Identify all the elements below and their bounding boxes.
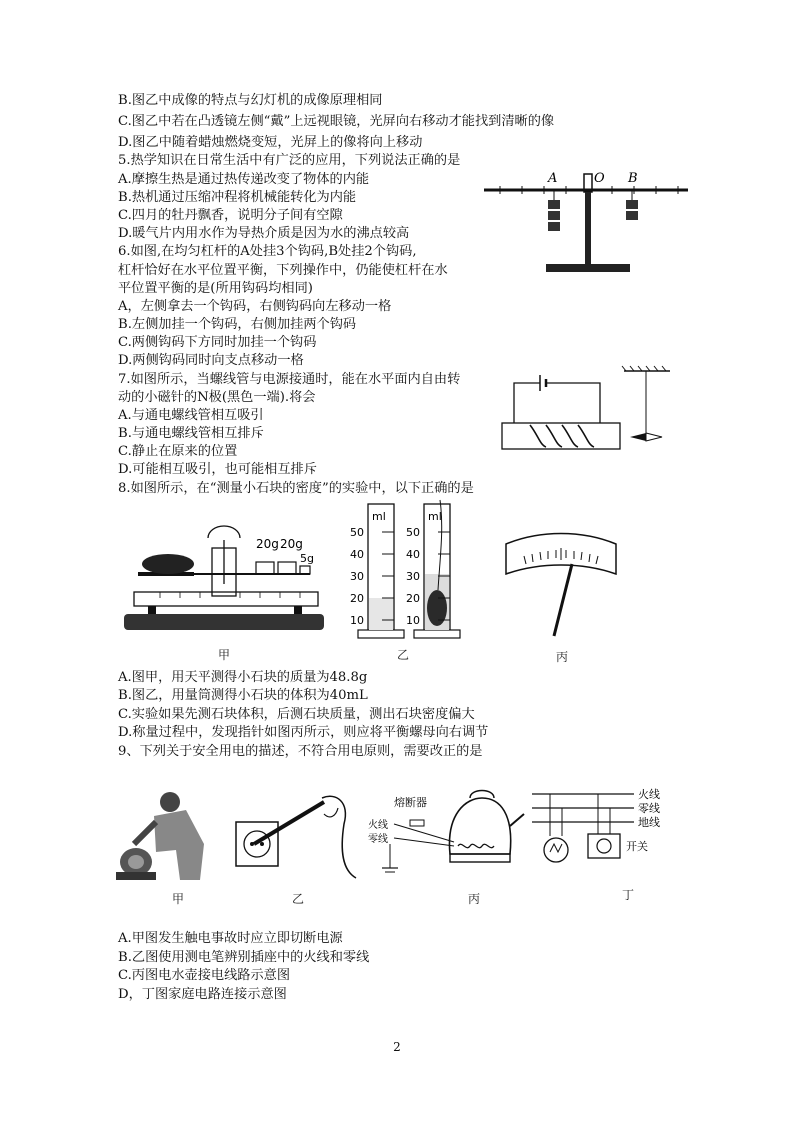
text-line: B.图乙中成像的特点与幻灯机的成像原理相同 [118,93,383,108]
tick-label: 10 [406,614,420,627]
option: C.实验如果先测石块体积，后测石块质量，测出石块密度偏大 [118,707,475,722]
option: B.乙图使用测电笔辨别插座中的火线和零线 [118,950,370,965]
option: C.丙图电水壶接电线路示意图 [118,968,291,983]
option: D.两侧钩码同时向支点移动一格 [118,353,304,368]
household-circuit-figure [528,786,676,886]
neutral-wire-label: 零线 [368,834,388,845]
caption-q9-ding: 丁 [622,888,635,902]
option: A，左侧拿去一个钩码，右侧钩码向左移动一格 [118,299,392,314]
live-wire-label: 火线 [638,788,660,801]
option: A.与通电螺线管相互吸引 [118,408,264,423]
question-7-stem: 动的小磁针的N极(黑色一端).将会 [118,390,316,405]
option: B.热机通过压缩冲程将机械能转化为内能 [118,190,357,205]
option: D.暖气片内用水作为导热介质是因为水的沸点较高 [118,226,410,241]
caption-bing: 丙 [556,650,569,664]
option: C.两侧钩码下方同时加挂一个钩码 [118,335,317,350]
page-number: 2 [393,1040,401,1054]
kettle-circuit-figure [366,784,526,888]
caption-yi: 乙 [397,648,410,662]
option: D，丁图家庭电路连接示意图 [118,987,287,1002]
question-9-stem: 9、下列关于安全用电的描述，不符合用电原则，需要改正的是 [118,744,483,759]
test-pen-figure [232,790,364,880]
lever-label-a: A [548,171,558,186]
option: C.静止在原来的位置 [118,444,238,459]
text-line: C.图乙中若在凸透镜左侧“戴”上远视眼镜，光屏向右移动才能找到清晰的像 [118,114,555,129]
option: A.摩擦生热是通过热传递改变了物体的内能 [118,172,370,187]
balance-figure [120,518,330,642]
caption-q9-jia: 甲 [172,892,185,906]
option: D.称量过程中，发现指针如图丙所示，则应将平衡螺母向右调节 [118,725,489,740]
question-6-stem: 杠杆恰好在水平位置平衡，下列操作中，仍能使杠杆在水 [118,263,448,278]
cylinder-unit: ml [428,510,442,523]
question-7-stem: 7.如图所示，当螺线管与电源接通时，能在水平面内自由转 [118,372,461,387]
lever-label-o: O [594,171,605,186]
mass-label-20g-a: 20g [256,537,279,551]
option: A.甲图发生触电事故时应立即切断电源 [118,931,343,946]
option: C.四月的牡丹飘香，说明分子间有空隙 [118,208,343,223]
caption-q9-bing: 丙 [468,892,481,906]
mass-label-20g-b: 20g [280,537,303,551]
neutral-wire-label: 零线 [638,802,660,815]
question-6-stem: 6.如图,在均匀杠杆的A处挂3个钩码,B处挂2个钩码, [118,244,417,259]
option: B.图乙，用量筒测得小石块的体积为40mL [118,688,368,703]
fuse-label: 熔断器 [394,796,427,809]
electric-shock-figure [116,780,228,884]
caption-jia: 甲 [218,648,231,662]
tick-label: 20 [406,592,420,605]
tick-label: 30 [350,570,364,583]
question-6-stem: 平位置平衡的是(所用钩码均相同) [118,281,313,296]
text-line: D.图乙中随着蜡烛燃烧变短，光屏上的像将向上移动 [118,135,423,150]
tick-label: 50 [350,526,364,539]
tick-label: 10 [350,614,364,627]
tick-label: 40 [406,548,420,561]
tick-label: 40 [350,548,364,561]
tick-label: 30 [406,570,420,583]
caption-q9-yi: 乙 [292,892,305,906]
option: B.与通电螺线管相互排斥 [118,426,264,441]
graduated-cylinders-figure [344,498,474,642]
lever-figure [480,168,694,280]
solenoid-figure [500,365,678,455]
pointer-dial-figure [500,524,622,644]
question-8-stem: 8.如图所示，在“测量小石块的密度”的实验中，以下正确的是 [118,481,474,496]
mass-label-5g: 5g [300,552,314,565]
option: B.左侧加挂一个钩码，右侧加挂两个钩码 [118,317,357,332]
option: D.可能相互吸引，也可能相互排斥 [118,462,317,477]
cylinder-unit: ml [372,510,386,523]
live-wire-label: 火线 [368,820,388,831]
switch-label: 开关 [626,840,648,853]
option: A.图甲，用天平测得小石块的质量为48.8g [118,670,368,685]
ground-wire-label: 地线 [638,816,660,829]
tick-label: 20 [350,592,364,605]
tick-label: 50 [406,526,420,539]
lever-label-b: B [628,171,638,186]
question-5-stem: 5.热学知识在日常生活中有广泛的应用，下列说法正确的是 [118,153,461,168]
